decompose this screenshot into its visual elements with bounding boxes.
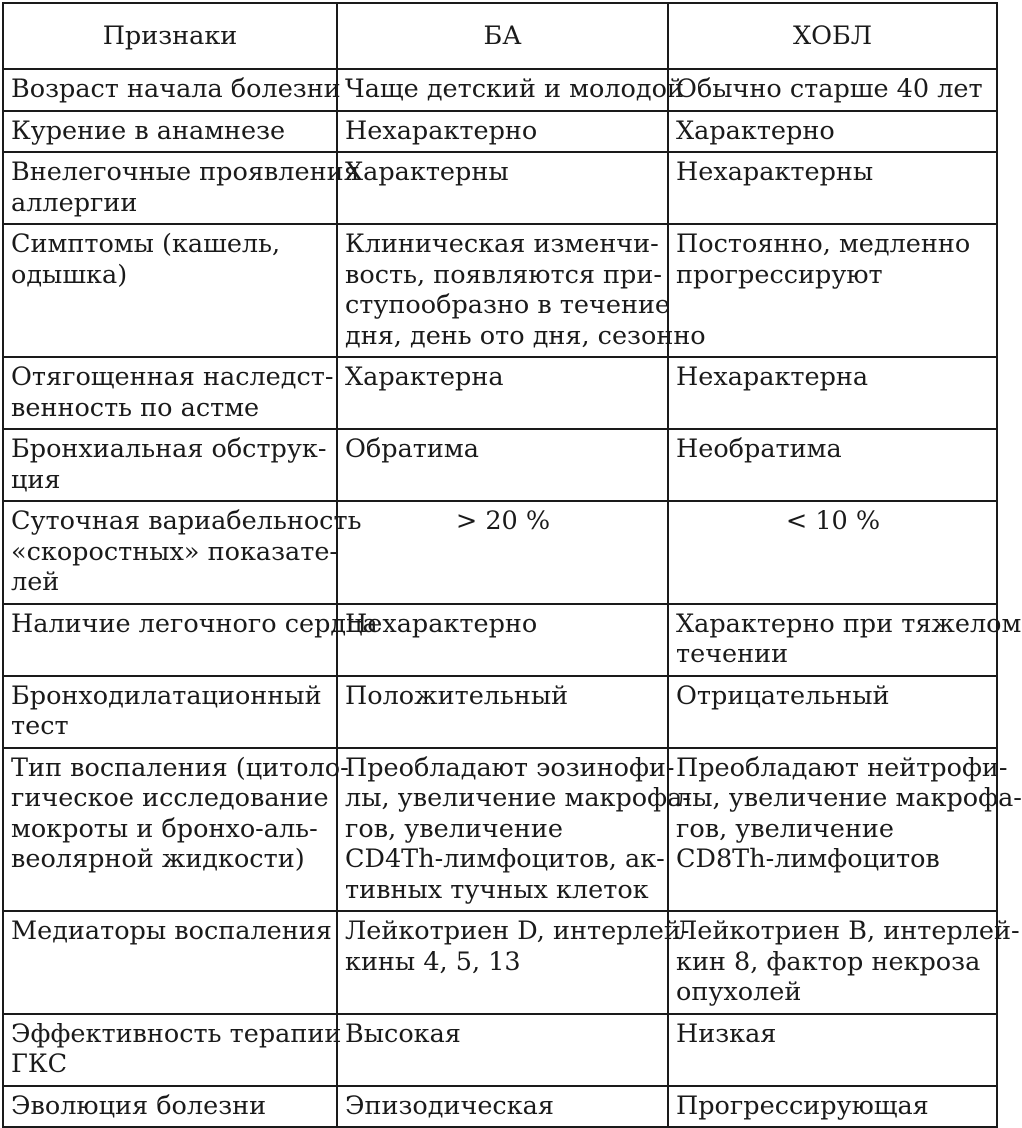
cell-ba <box>337 111 668 153</box>
cell-text-line: одышка) <box>11 259 128 290</box>
table-row <box>3 1086 997 1128</box>
cell-text-line: веолярной жидкости) <box>11 844 305 874</box>
cell-text-line: Симптомы (кашель, <box>11 229 281 259</box>
table-body <box>3 69 1022 1127</box>
cell-feature <box>3 1086 337 1128</box>
cell-text-line: гов, увеличение <box>676 813 894 844</box>
cell-text-line: ГКС <box>11 1049 68 1079</box>
cell-text-line: Нехарактерно <box>345 115 538 146</box>
cell-text-line: ция <box>11 464 61 495</box>
cell-text-line: опухолей <box>676 977 802 1007</box>
cell-text-line: Обычно старше 40 лет <box>676 74 983 104</box>
header-row <box>3 3 997 69</box>
cell-text-line: Тип воспаления (цитоло- <box>11 752 349 783</box>
cell-feature <box>3 224 337 357</box>
cell-text-line: < 10 % <box>785 506 881 536</box>
table-row <box>3 748 997 912</box>
cell-ba <box>337 501 668 604</box>
cell-ba <box>337 357 668 429</box>
cell-hobl <box>668 429 997 501</box>
cell-text-line: Эволюция болезни <box>11 1090 267 1121</box>
cell-feature <box>3 357 337 429</box>
header-feature: Признаки <box>3 3 337 69</box>
cell-text-line: лы, увеличение макрофа- <box>345 783 691 813</box>
cell-feature <box>3 429 337 501</box>
table-row <box>3 69 997 111</box>
cell-feature <box>3 111 337 153</box>
cell-text-line: Нехарактерна <box>676 362 869 392</box>
cell-feature <box>3 501 362 604</box>
cell-hobl <box>668 748 1022 912</box>
cell-ba <box>337 604 668 676</box>
cell-text-line: гическое исследование <box>11 783 329 813</box>
cell-text-line: Характерно <box>676 115 835 146</box>
cell-ba <box>337 429 668 501</box>
cell-hobl <box>668 676 997 748</box>
cell-text-line: Бронхиальная обструк- <box>11 434 327 464</box>
cell-text-line: Отягощенная наследст- <box>11 362 334 392</box>
cell-text-line: Положительный <box>345 680 569 711</box>
cell-text-line: Наличие легочного сердца <box>11 608 378 639</box>
cell-hobl <box>668 604 1022 676</box>
cell-ba <box>337 69 684 111</box>
table-row <box>3 501 997 604</box>
cell-text-line: венность по астме <box>11 392 260 423</box>
table-row <box>3 357 997 429</box>
cell-text-line: Характерны <box>345 157 509 187</box>
cell-ba <box>337 676 668 748</box>
cell-text-line: гов, увеличение <box>345 813 563 844</box>
cell-text-line: тивных тучных клеток <box>345 874 649 905</box>
cell-feature <box>3 676 337 748</box>
cell-text-line: Характерна <box>345 362 504 392</box>
table-row <box>3 111 997 153</box>
cell-text-line: мокроты и бронхо-аль- <box>11 813 318 844</box>
table-row <box>3 911 997 1014</box>
cell-text-line: Эпизодическая <box>345 1090 554 1121</box>
cell-ba <box>337 1014 668 1086</box>
cell-text-line: Чаще детский и молодой <box>345 74 684 104</box>
cell-hobl <box>668 1086 997 1128</box>
table-header <box>3 3 997 69</box>
cell-text-line: Нехарактерно <box>345 608 538 639</box>
cell-text-line: Бронходилатационный <box>11 680 322 711</box>
cell-text-line: аллергии <box>11 187 138 218</box>
table-row <box>3 429 997 501</box>
cell-ba <box>337 911 690 1014</box>
cell-ba <box>337 1086 668 1128</box>
cell-text-line: кины 4, 5, 13 <box>345 946 521 977</box>
cell-text-line: Лейкотриен D, интерлей- <box>345 916 690 946</box>
cell-text-line: кин 8, фактор некроза <box>676 946 981 977</box>
cell-text-line: > 20 % <box>455 506 551 536</box>
cell-text-line: Возраст начала болезни <box>11 74 341 104</box>
cell-text-line: Характерно при тяжелом <box>676 608 1022 639</box>
cell-feature <box>3 604 378 676</box>
cell-text-line: дня, день ото дня, сезонно <box>345 320 706 351</box>
cell-text-line: CD8Th-лимфоцитов <box>676 844 940 874</box>
cell-feature <box>3 748 349 912</box>
header-ba: БА <box>337 3 668 69</box>
table-row <box>3 1014 997 1086</box>
cell-text-line: Постоянно, медленно <box>676 229 971 259</box>
cell-hobl <box>668 357 997 429</box>
table-row <box>3 604 997 676</box>
table-row <box>3 224 997 357</box>
cell-hobl <box>668 1014 997 1086</box>
cell-text-line: тест <box>11 711 69 741</box>
cell-text-line: Отрицательный <box>676 680 890 711</box>
cell-hobl <box>668 152 997 224</box>
cell-text-line: Преобладают нейтрофи- <box>676 752 1008 783</box>
cell-text-line: Преобладают эозинофи- <box>345 752 675 783</box>
cell-text-line: Внелегочные проявления <box>11 157 360 187</box>
cell-feature <box>3 69 341 111</box>
cell-text-line: Суточная вариабельность <box>11 506 362 536</box>
comparison-table <box>2 2 1022 1128</box>
cell-text-line: Медиаторы воспаления <box>11 916 332 946</box>
cell-text-line: «скоростных» показате- <box>11 536 339 567</box>
cell-hobl <box>668 224 997 357</box>
cell-text-line: лей <box>11 567 60 597</box>
cell-text-line: Клиническая изменчи- <box>345 229 659 259</box>
cell-text-line: Курение в анамнезе <box>11 115 286 146</box>
cell-hobl <box>668 111 997 153</box>
cell-hobl <box>668 501 997 604</box>
cell-text-line: Нехарактерны <box>676 157 874 187</box>
header-hobl: ХОБЛ <box>668 3 997 69</box>
cell-text-line: Эффективность терапии <box>11 1018 342 1049</box>
cell-text-line: ступообразно в течение <box>345 290 671 320</box>
cell-text-line: прогрессируют <box>676 259 883 290</box>
cell-feature <box>3 152 360 224</box>
cell-text-line: Необратима <box>676 434 842 464</box>
cell-text-line: Низкая <box>676 1018 777 1049</box>
cell-hobl <box>668 911 1020 1014</box>
cell-text-line: Высокая <box>345 1018 461 1049</box>
cell-ba <box>337 748 691 912</box>
cell-hobl <box>668 69 997 111</box>
table-row <box>3 676 997 748</box>
cell-text-line: Обратима <box>345 434 479 464</box>
table-row <box>3 152 997 224</box>
cell-text-line: Прогрессирующая <box>676 1090 929 1121</box>
cell-text-line: Лейкотриен В, интерлей- <box>676 916 1020 946</box>
cell-feature <box>3 911 337 1014</box>
cell-text-line: вость, появляются при- <box>345 259 662 290</box>
cell-text-line: лы, увеличение макрофа- <box>676 783 1022 813</box>
cell-text-line: течении <box>676 639 789 669</box>
cell-ba <box>337 224 706 357</box>
cell-feature <box>3 1014 342 1086</box>
cell-text-line: CD4Th-лимфоцитов, ак- <box>345 844 665 874</box>
cell-ba <box>337 152 668 224</box>
